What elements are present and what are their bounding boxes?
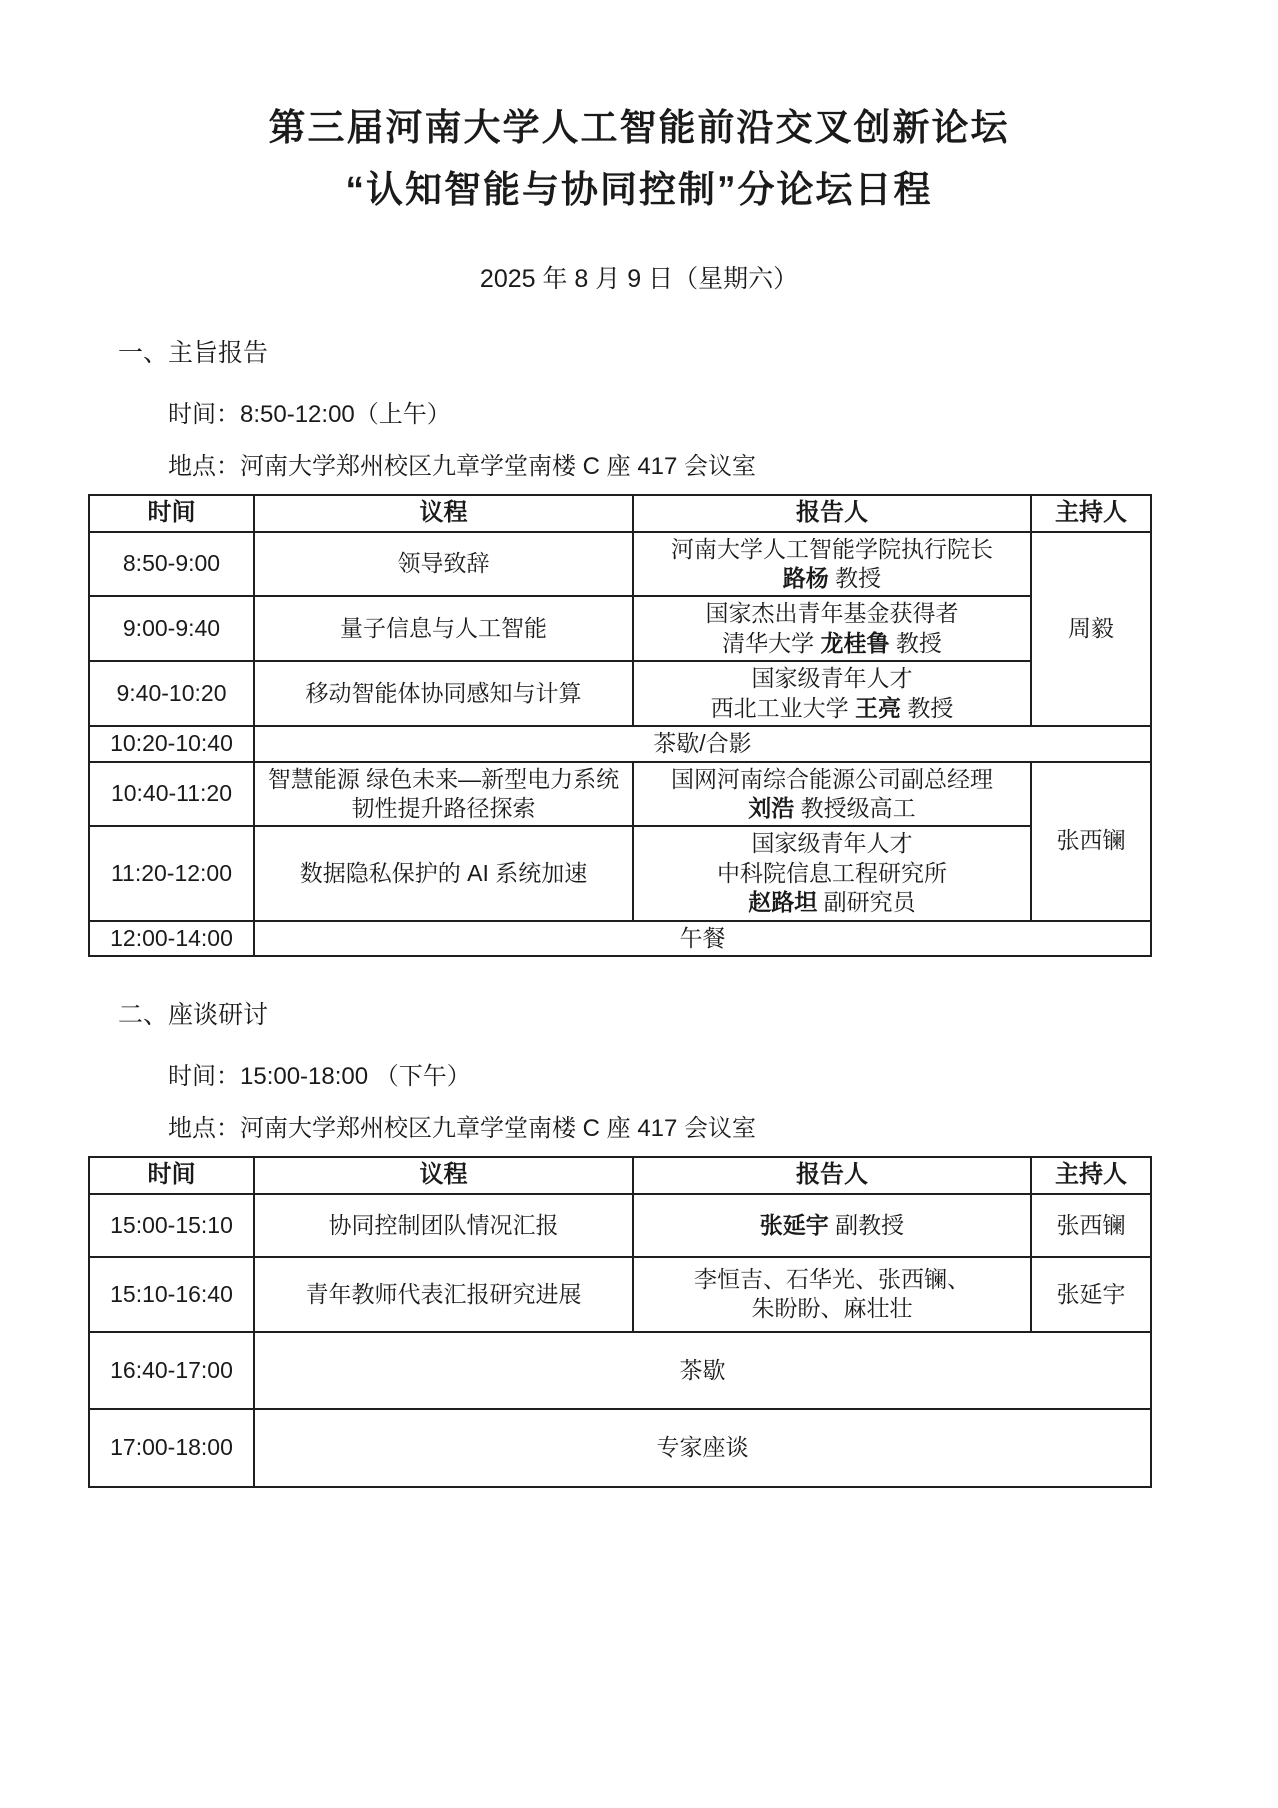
agenda-cell: 青年教师代表汇报研究进展 <box>254 1257 633 1332</box>
agenda-cell: 领导致辞 <box>254 532 633 597</box>
time-cell: 15:10-16:40 <box>89 1257 254 1332</box>
time-cell: 11:20-12:00 <box>89 826 254 920</box>
section-1-location: 地点：河南大学郑州校区九章学堂南楼 C 座 417 会议室 <box>168 452 757 480</box>
table-row-discussion <box>89 1409 1151 1487</box>
morning-schedule-table <box>88 494 1152 957</box>
speaker-name: 张延宇 <box>759 1211 829 1238</box>
page-subtitle: “认知智能与协同控制”分论坛日程 <box>345 169 933 211</box>
speaker-prefix: 西北工业大学 <box>710 694 855 721</box>
speaker-affiliation: 国家级青年人才 <box>751 830 913 857</box>
afternoon-schedule-table <box>88 1156 1152 1488</box>
speaker-title: 副研究员 <box>817 889 916 916</box>
speaker-cell <box>633 1194 1031 1257</box>
column-header-time: 时间 <box>89 1157 254 1194</box>
speaker-cell <box>633 826 1031 920</box>
moderator-cell: 周毅 <box>1031 532 1151 727</box>
table-row-lunch <box>89 921 1151 956</box>
speaker-name: 王亮 <box>855 694 901 721</box>
speaker-affiliation: 国网河南综合能源公司副总经理 <box>671 765 993 792</box>
speaker-line: 朱盼盼、麻壮壮 <box>751 1295 913 1322</box>
agenda-cell: 协同控制团队情况汇报 <box>254 1194 633 1257</box>
time-cell: 17:00-18:00 <box>89 1409 254 1487</box>
table-row <box>89 1194 1151 1257</box>
section-2-heading: 二、座谈研讨 <box>118 1001 269 1030</box>
break-cell: 茶歇 <box>254 1332 1151 1409</box>
column-header-moderator: 主持人 <box>1031 1157 1151 1194</box>
speaker-name: 赵路坦 <box>748 889 818 916</box>
speaker-line <box>640 794 1024 823</box>
moderator-cell: 张西镧 <box>1031 762 1151 921</box>
speaker-title: 教授级高工 <box>794 795 916 821</box>
speaker-affiliation: 国家级青年人才 <box>751 665 913 692</box>
speaker-line <box>640 888 1024 917</box>
speaker-name: 刘浩 <box>748 795 795 821</box>
table-row <box>89 596 1151 661</box>
speaker-affiliation: 中科院信息工程研究所 <box>717 859 947 886</box>
time-cell: 9:40-10:20 <box>89 661 254 726</box>
column-header-time: 时间 <box>89 495 254 532</box>
time-cell: 12:00-14:00 <box>89 921 254 956</box>
table-row <box>89 762 1151 827</box>
table-row <box>89 532 1151 597</box>
speaker-line: 李恒吉、石华光、张西镧、 <box>694 1265 970 1292</box>
speaker-name: 龙桂鲁 <box>820 629 890 656</box>
speaker-cell <box>633 1257 1031 1332</box>
agenda-cell: 移动智能体协同感知与计算 <box>254 661 633 726</box>
page-title: 第三届河南大学人工智能前沿交叉创新论坛 <box>268 107 1010 148</box>
event-date: 2025 年 8 月 9 日（星期六） <box>479 264 799 293</box>
table-row-break <box>89 1332 1151 1409</box>
column-header-moderator: 主持人 <box>1031 495 1151 532</box>
break-cell: 茶歇/合影 <box>254 726 1151 761</box>
section-2-time: 时间：15:00-18:00 （下午） <box>168 1063 471 1091</box>
speaker-title: 副教授 <box>828 1211 905 1238</box>
discussion-cell: 专家座谈 <box>254 1409 1151 1487</box>
agenda-cell <box>254 762 633 827</box>
speaker-name: 路杨 <box>782 564 829 591</box>
moderator-cell: 张西镧 <box>1031 1194 1151 1257</box>
table-row-break <box>89 726 1151 761</box>
time-cell: 15:00-15:10 <box>89 1194 254 1257</box>
speaker-cell <box>633 661 1031 726</box>
table-row <box>89 826 1151 920</box>
agenda-line: 智慧能源 绿色未来—新型电力系统 <box>267 765 620 792</box>
agenda-cell: 数据隐私保护的 AI 系统加速 <box>254 826 633 920</box>
section-1-heading: 一、主旨报告 <box>118 338 269 367</box>
speaker-affiliation: 国家杰出青年基金获得者 <box>705 600 959 627</box>
section-2-location: 地点：河南大学郑州校区九章学堂南楼 C 座 417 会议室 <box>168 1115 757 1143</box>
column-header-agenda: 议程 <box>254 1157 633 1194</box>
speaker-title: 教授 <box>828 564 882 591</box>
speaker-affiliation: 河南大学人工智能学院执行院长 <box>671 535 993 562</box>
moderator-cell: 张延宇 <box>1031 1257 1151 1332</box>
table-header-row <box>89 1157 1151 1194</box>
column-header-speaker: 报告人 <box>633 495 1031 532</box>
agenda-cell: 量子信息与人工智能 <box>254 596 633 661</box>
time-cell: 10:20-10:40 <box>89 726 254 761</box>
speaker-line <box>640 564 1024 593</box>
speaker-prefix: 清华大学 <box>722 629 821 656</box>
time-cell: 16:40-17:00 <box>89 1332 254 1409</box>
table-header-row <box>89 495 1151 532</box>
column-header-agenda: 议程 <box>254 495 633 532</box>
speaker-cell <box>633 762 1031 827</box>
table-row <box>89 661 1151 726</box>
agenda-line: 韧性提升路径探索 <box>351 795 536 821</box>
speaker-line <box>640 629 1024 658</box>
speaker-cell <box>633 596 1031 661</box>
section-1-time: 时间：8:50-12:00（上午） <box>168 400 451 428</box>
speaker-title: 教授 <box>901 694 954 721</box>
table-row <box>89 1257 1151 1332</box>
time-cell: 9:00-9:40 <box>89 596 254 661</box>
time-cell: 10:40-11:20 <box>89 762 254 827</box>
time-cell: 8:50-9:00 <box>89 532 254 597</box>
column-header-speaker: 报告人 <box>633 1157 1031 1194</box>
speaker-cell <box>633 532 1031 597</box>
speaker-title: 教授 <box>889 629 942 656</box>
lunch-cell: 午餐 <box>254 921 1151 956</box>
speaker-line <box>640 694 1024 723</box>
